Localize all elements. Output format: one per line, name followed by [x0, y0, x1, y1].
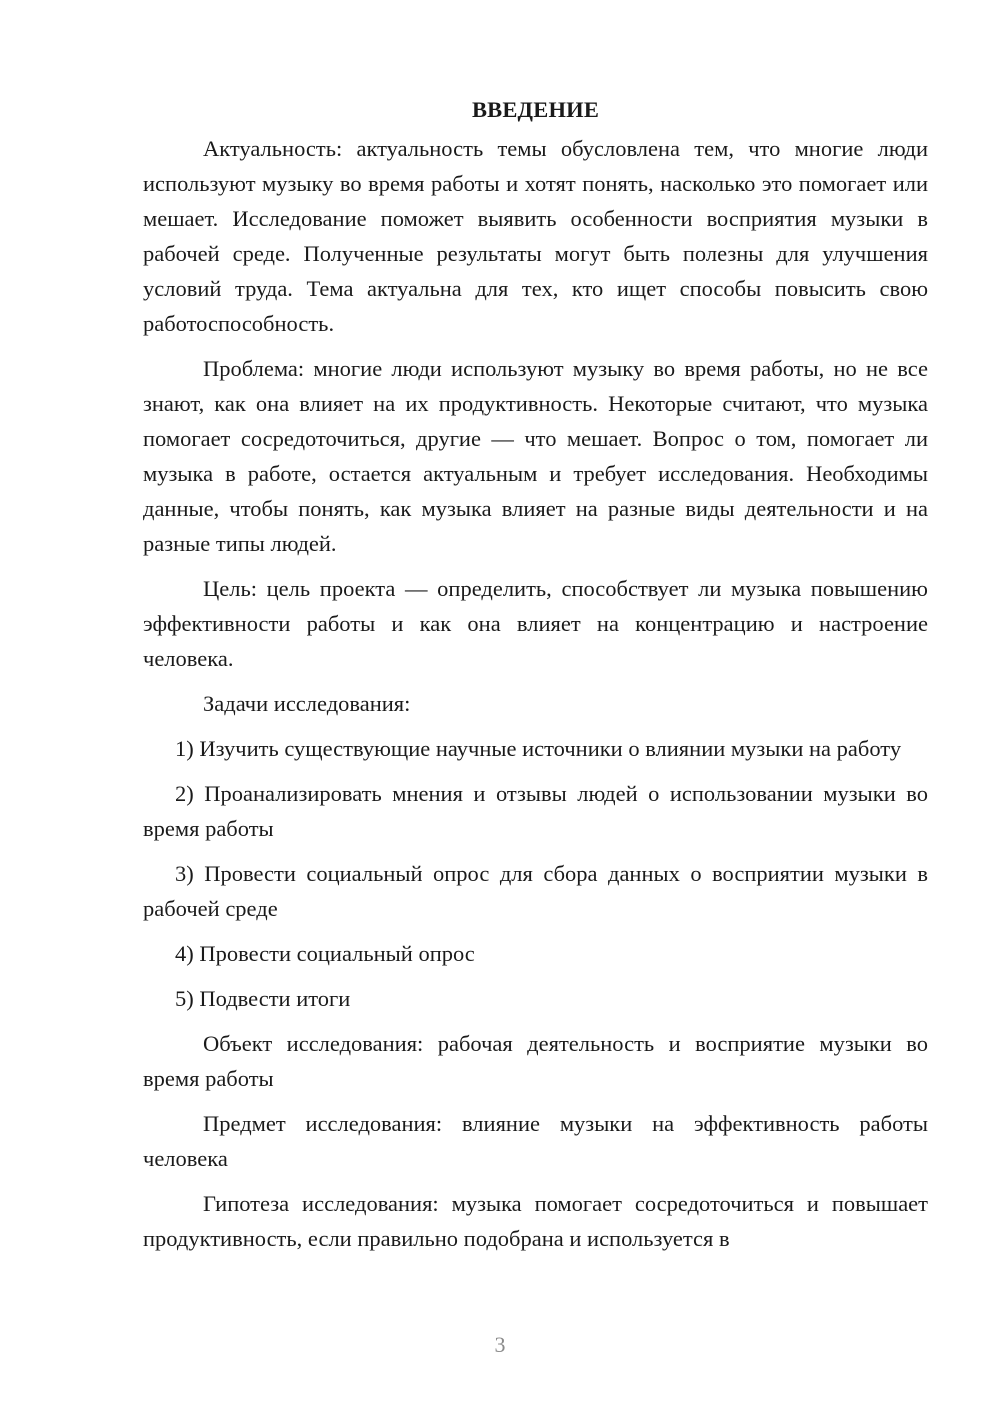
tasks-heading: Задачи исследования:: [203, 691, 411, 716]
task-item: 4) Провести социальный опрос: [175, 941, 475, 966]
object-paragraph: Объект исследования: рабочая деятельность и восприятие музыки во время работы: [143, 1031, 928, 1091]
task-item: 1) Изучить существующие научные источники о влиянии музыки на работу: [175, 736, 902, 761]
problem-paragraph: Проблема: многие люди используют музыку во время работы, но не все знают, как она влияет на их продуктивность. Некоторые считают, что музыка помогает сосредоточиться, другие — что мешает. Вопрос о том, помогает ли музыка в работе, остается актуальным и требует исследования. Необходимы данные, чтобы понять, как музыка влияет на разные виды деятельности и на разные типы людей.: [143, 356, 928, 556]
relevance-paragraph: Актуальность: актуальность темы обусловлена тем, что многие люди используют музыку во время работы и хотят понять, насколько это помогает или мешает. Исследование поможет выявить особенности восприятия музыки в рабочей среде. Полученные результаты могут быть полезны для улучшения условий труда. Тема актуальна для тех, кто ищет способы повысить свою работоспособность.: [143, 136, 928, 336]
hypothesis-paragraph: Гипотеза исследования: музыка помогает сосредоточиться и повышает продуктивность, если правильно подобрана и используется в: [143, 1191, 928, 1251]
goal-paragraph: Цель: цель проекта — определить, способствует ли музыка повышению эффективности работы и как она влияет на концентрацию и настроение человека.: [143, 576, 928, 671]
section-title: ВВЕДЕНИЕ: [471, 97, 600, 122]
task-item: 5) Подвести итоги: [175, 986, 351, 1011]
page-content: [143, 92, 928, 1266]
task-item: 3) Провести социальный опрос для сбора данных о восприятии музыки в рабочей среде: [143, 861, 928, 921]
task-item: 2) Проанализировать мнения и отзывы людей о использовании музыки во время работы: [143, 781, 928, 841]
subject-paragraph: Предмет исследования: влияние музыки на эффективность работы человека: [143, 1111, 928, 1171]
page-number: 3: [494, 1332, 506, 1357]
